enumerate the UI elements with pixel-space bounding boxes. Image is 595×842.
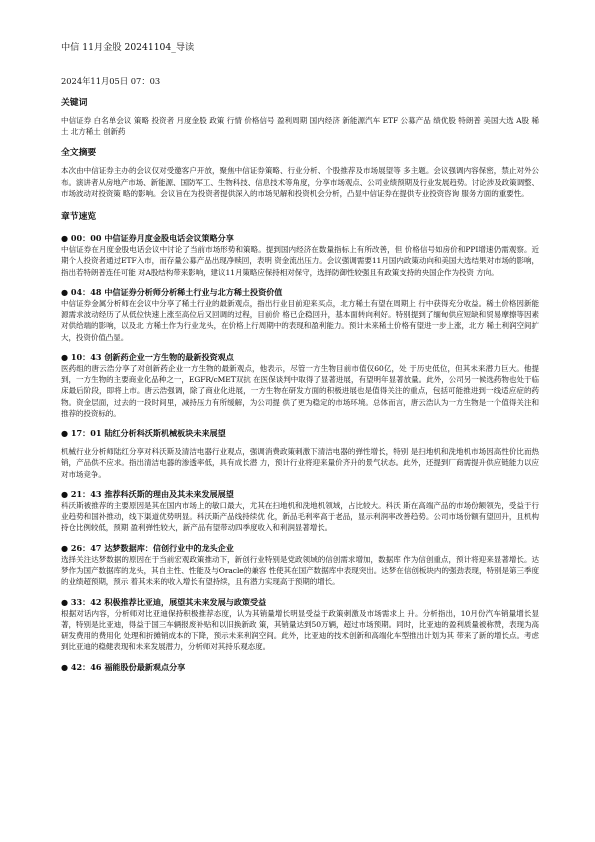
summary-heading: 全文摘要 (61, 148, 97, 159)
bullet-icon: ● (61, 488, 69, 499)
bullet-icon: ● (61, 542, 69, 553)
chapter-section (61, 489, 539, 534)
document-datetime: 2024年11月05日 07：03 (61, 76, 161, 86)
keywords-text: 中信证券 白名单会议 策略 投资者 月度金股 政策 行情 价格信号 盈利周期 国内经济 新能源汽车 ETF 公募产品 绩优股 特朗普 美国大选 A股 稀土 北方稀土 创新药 (61, 116, 539, 137)
chapter-body: 科沃斯被推荐的主要原因是其在国内市场上的敏口最大，尤其在扫地机和洗地机领域，占比较大。科沃 斯在高端产品的市场份额领先，受益于行业趋势和国补推动，线下渠道优势明显。科沃斯产品线持续优 化，新品毛利率高于老品，显示利润率改善趋势。公司市场份额有望回升，且机构持仓比例较低，预期 盈利弹性较大，新产品有望带动四季度收入和利润显著增长。 (61, 501, 539, 533)
chapter-body: 中信证券在月度金股电话会议中讨论了当前市场形势和策略。提到国内经济在数量指标上有所改善，但 价格信号如房价和PPI增速仍需观察。近期个人投资者通过ETF入市，而存量公募产品出现净赎回，表明 资金流出压力。会议强调需要11月国内政策动向和美国大选结果对市场的影响，指出若特朗普连任可能 对A股结构带来影响，建议11月策略应保持相对保守，选择防御性较强且有政策支持的央国企作为投资 方向。 (61, 245, 539, 277)
bullet-icon: ● (61, 661, 69, 672)
chapter-body: 机械行业分析师陆红分享对科沃斯及清洁电器行业观点，强调消费政策刺激下清洁电器的弹性增长，特别 是扫地机和洗地机市场因高性价比而热销，产品供不应求。指出清洁电器的渗透率低，具有成长潜 力，预计行业将迎来量价齐升的景气状态。此外，还提到厂商需提升供应链能力以应对市场竞争。 (61, 447, 539, 479)
bullet-icon: ● (61, 233, 69, 244)
chapter-title (61, 597, 539, 608)
bullet-icon: ● (61, 596, 69, 607)
chapter-title (61, 662, 539, 673)
chapter-body: 中信证券金属分析师在会议中分享了稀土行业的最新观点，指出行业目前迎来买点，北方稀土有望在周期上 行中获得充分收益。稀土价格因新能源需求波动经历了从低位快速上涨至高位后又回调的过程，目前价 格已企稳回升，基本面转向利好。特别提到了缅甸供应短缺和贸易摩擦等因素对供给端的影响，以及北 方稀土作为行业龙头，在价格上行周期中的表现和盈利能力。预计未来稀土价格有望进一步上涨，北方 稀土利润空间扩大，投资价值凸显。 (61, 299, 539, 342)
chapter-title (61, 233, 539, 244)
summary-text: 本次由中信证券主办的会议仅对受邀客户开放，聚焦中信证券策略、行业分析、个股推荐及市场展望等 多主题。会议强调内容保密，禁止对外公布。演讲者从房地产市场、新能源、国防军工、生物科技、信息技术等角度，分享市场观点、公司业绩预期及行业发展趋势。讨论涉及政策调整、市场波动对投资策 略的影响。会议旨在为投资者提供深入的市场见解和投资机会分析，凸显中信证券在提供专业投资咨询 服务方面的重要性。 (61, 166, 539, 198)
chapter-title (61, 287, 539, 298)
chapter-section (61, 287, 539, 343)
chapter-title-text: 33：42 积极推荐比亚迪，展望其未来发展与政策受益 (70, 596, 267, 607)
chapter-section (61, 543, 539, 588)
chapter-title-text: 26：47 达梦数据库：信创行业中的龙头企业 (70, 542, 234, 553)
chapter-section (61, 428, 539, 480)
chapter-title (61, 489, 539, 500)
chapter-title (61, 428, 539, 439)
chapter-title-text: 10：43 创新药企业一方生物的最新投资观点 (70, 351, 234, 362)
chapter-title (61, 543, 539, 554)
chapter-title-text: 04：48 中信证券分析师分析稀土行业与北方稀土投资价值 (70, 286, 283, 297)
chapter-title (61, 352, 539, 363)
bullet-icon: ● (61, 286, 69, 297)
document-title: 中信 11月金股 20241104_导读 (61, 42, 195, 53)
chapter-section (61, 662, 539, 673)
chapter-title-text: 21：43 推荐科沃斯的理由及其未来发展展望 (70, 488, 234, 499)
chapter-body: 选择关注达梦数据的原因在于当前宏观政策推动下，新创行业特别是党政领域的信创需求增加，数据库 作为信创重点，预计将迎来显著增长。达梦作为国产数据库的龙头，其自主性、性能及与Oracle的兼容 性使其在国产数据库中表现突出。达梦在信创板块内的强劲表现，特别是第三季度的业绩超预期，预示 着其未来的收入增长有望持续，且有潜力实现高于预期的增长。 (61, 554, 539, 587)
spacer (61, 439, 539, 446)
chapter-section (61, 352, 539, 419)
keywords-heading: 关键词 (61, 98, 88, 108)
bullet-icon: ● (61, 351, 69, 362)
chapter-body: 根据对话内容，分析师对比亚迪保持积极推荐态度，认为其销量增长明显受益于政策刺激及市场需求上 升。分析指出，10月份汽车销量增长显著，特别是比亚迪，得益于国三车辆报废补贴和以旧换新政 策，其销量达到50万辆，超过市场预期。同时，比亚迪的盈利质量被称赞，表现为高研发费用的费用化 处理和折摊销成本的下降，预示未来利润空间。此外，比亚迪的技术创新和高端化车型推出计划为其 带来了新的增长点。考虑到比亚迪的稳健表现和未来发展潜力，分析师对其持乐观态度。 (61, 608, 539, 652)
chapter-title-text: 17：01 陆红分析科沃斯机械板块未来展望 (70, 428, 226, 439)
chapters-heading: 章节速览 (61, 212, 97, 223)
document-page (61, 42, 539, 673)
chapter-section (61, 597, 539, 653)
chapter-title-text: 42：46 福能股份最新观点分享 (70, 661, 186, 672)
chapter-section (61, 233, 539, 278)
bullet-icon: ● (61, 428, 69, 439)
chapter-body: 医药组的唐云浩分享了对创新药企业一方生物的最新观点，他表示，尽管一方生物目前市值仅60亿，处 于历史低位，但其未来潜力巨大。他提到，一方生物的主要商业化品种之一，EGFR/cMET双抗 在医保谈判中取得了显著进展，有望明年显著放量。此外，公司另一候选药物也处于临床最后阶段，即将上市。唐云浩强调，除了商业化进展，一方生物在研发方面的积极进展也是值得关注的重点，包括可能推进到一线适应症的药物。资金层面，过去的一段时间里，减持压力有所缓解，为公司提 供了更为稳定的市场环境。总体而言，唐云浩认为一方生物是一个值得关注和推荐的投资标的。 (61, 364, 539, 418)
chapter-title-text: 00：00 中信证券月度金股电话会议策略分享 (70, 233, 234, 244)
